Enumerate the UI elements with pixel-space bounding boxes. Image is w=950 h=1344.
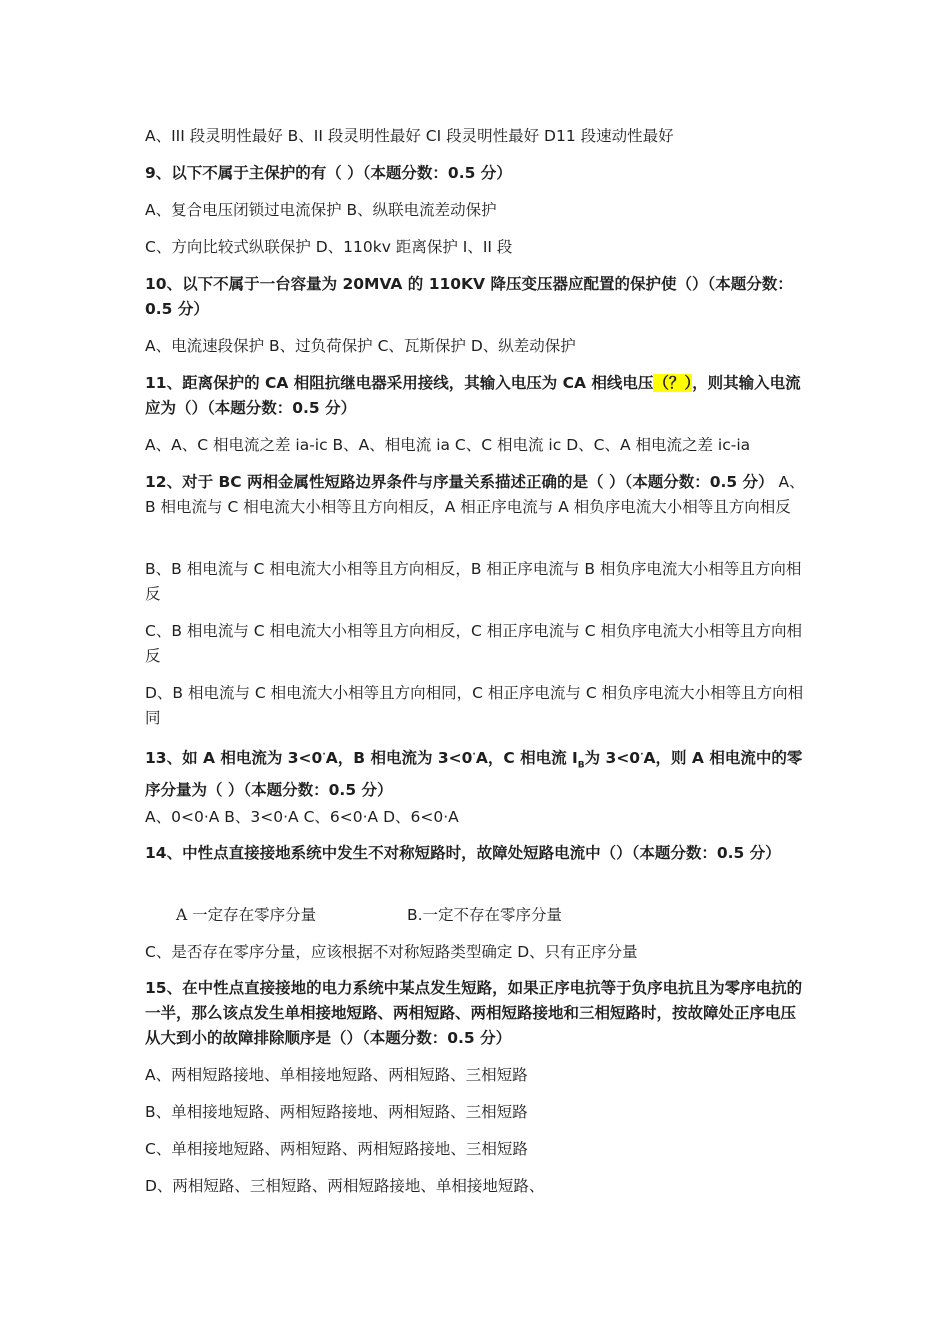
q15-option-b: B、单相接地短路、两相短路接地、两相短路、三相短路	[145, 1103, 528, 1121]
q10-options: A、电流速段保护 B、过负荷保护 C、瓦斯保护 D、纵差动保护	[145, 337, 576, 355]
q12-block	[145, 470, 810, 520]
q9-options-ab: A、复合电压闭锁过电流保护 B、纵联电流差动保护	[145, 201, 497, 219]
q11-highlight: （？）	[653, 374, 693, 392]
q13-stem-part: A，C 相电流 I	[475, 749, 578, 768]
q15-stem: 15、在中性点直接接地的电力系统中某点发生短路，如果正序电抗等于负序电抗且为零序电抗的一半，那么该点发生单相接地短路、两相短路、两相短路接地和三相短路时，按故障处正序电压从大到小的故障排除顺序是（）（本题分数：0.5 分）	[145, 979, 803, 1047]
q13-options: A、0<0·A B、3<0·A C、6<0·A D、6<0·A	[145, 808, 459, 826]
q12-option-c: C、B 相电流与 C 相电流大小相等且方向相反，C 相正序电流与 C 相负序电流大小相等且方向相反	[145, 622, 802, 665]
q15-option-c: C、单相接地短路、两相短路、两相短路接地、三相短路	[145, 1140, 528, 1158]
q12-option-b: B、B 相电流与 C 相电流大小相等且方向相反，B 相正序电流与 B 相负序电流大小相等且方向相反	[145, 560, 802, 603]
q9-options-cd: C、方向比较式纵联保护 D、110kv 距离保护 I、II 段	[145, 238, 513, 256]
q13-dot: ·	[472, 750, 476, 760]
q13-dot: ·	[322, 750, 326, 760]
q11-stem-text: 11、距离保护的 CA 相阻抗继电器采用接线，其输入电压为 CA 相线电压	[145, 374, 654, 392]
q13-stem-part: A，B 相电流为 3<0	[325, 749, 473, 768]
q11-stem-tail: ，则其输入电流应为（）（本题分数：0.5 分）	[145, 374, 801, 417]
q12-stem: 12、对于 BC 两相金属性短路边界条件与序量关系描述正确的是（ ）（本题分数：0.5 分）	[145, 473, 774, 491]
q15-option-d: D、两相短路、三相短路、两相短路接地、单相接地短路、	[145, 1177, 545, 1195]
q8-options: A、III 段灵明性最好 B、II 段灵明性最好 CI 段灵明性最好 D11 段速动性最好	[145, 127, 674, 145]
q12-option-d: D、B 相电流与 C 相电流大小相等且方向相同，C 相正序电流与 C 相负序电流大小相等且方向相同	[145, 684, 804, 727]
q13-stem-part: 为 3<0	[584, 749, 641, 768]
q13-stem	[145, 743, 810, 803]
q10-stem: 10、以下不属于一台容量为 20MVA 的 110KV 降压变压器应配置的保护使（）（本题分数：0.5 分）	[145, 275, 793, 318]
q13-stem-part: 13、如 A 相电流为 3<0	[145, 749, 323, 768]
q13-stem-part: A，则 A 相电流中的零序分量为（ ）（本题分数：0.5 分）	[145, 749, 803, 800]
q11-stem	[145, 371, 810, 421]
q13-subscript: B	[577, 760, 585, 771]
q12-option-a: A、B 相电流与 C 相电流大小相等且方向相反，A 相正序电流与 A 相负序电流大小相等且方向相反	[145, 473, 805, 516]
q14-option-a: A 一定存在零序分量	[176, 906, 317, 924]
q14-stem: 14、中性点直接接地系统中发生不对称短路时，故障处短路电流中（）（本题分数：0.5 分）	[145, 844, 781, 862]
q15-option-a: A、两相短路接地、单相接地短路、两相短路、三相短路	[145, 1066, 528, 1084]
q13-dot: ·	[640, 750, 644, 760]
q14-options-cd: C、是否存在零序分量，应该根据不对称短路类型确定 D、只有正序分量	[145, 943, 638, 961]
q14-option-b: B.一定不存在零序分量	[407, 906, 563, 924]
q9-stem: 9、以下不属于主保护的有（ ）（本题分数：0.5 分）	[145, 164, 512, 182]
q11-options: A、A、C 相电流之差 ia-ic B、A、相电流 ia C、C 相电流 ic D、C、A 相电流之差 ic-ia	[145, 436, 751, 454]
